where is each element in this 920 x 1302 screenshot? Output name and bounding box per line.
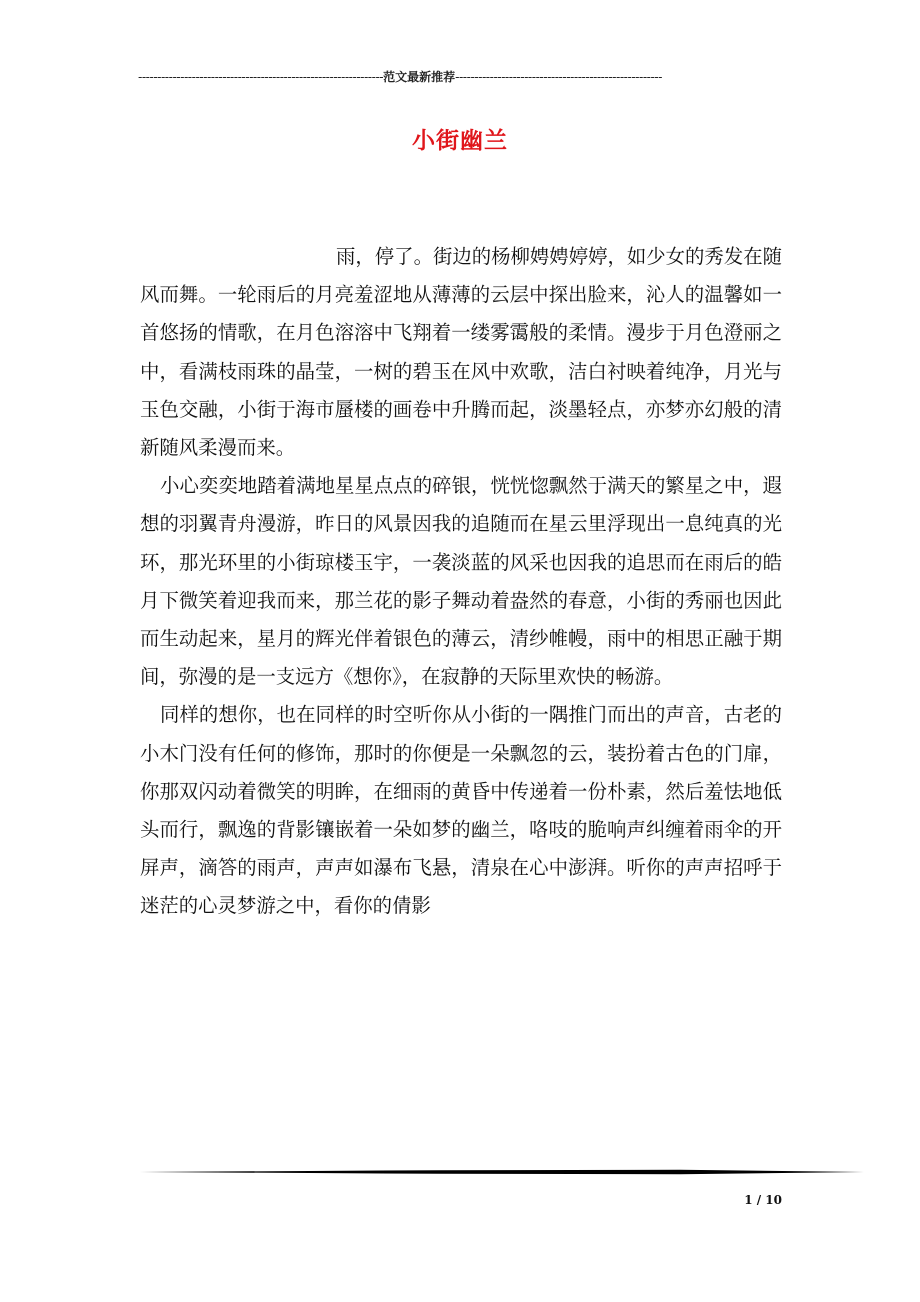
header-label: 范文最新推荐 — [383, 70, 456, 84]
paragraph-2: 小心奕奕地踏着满地星星点点的碎银，恍恍惚飘然于满天的繁星之中，遐想的羽翼青舟漫游，昨日的风景因我的追随而在星云里浮现出一息纯真的光环，那光环里的小街琼楼玉宇，一袭淡蓝的风采也因我的追思而在雨后的皓月下微笑着迎我而来，那兰花的影子舞动着盎然的春意，小街的秀丽也因此而生动起来，星月的辉光伴着银色的薄云，清纱帷幔，雨中的相思正融于期间，弥漫的是一支远方《想你》，在寂静的天际里欢快的畅游。 — [140, 474, 782, 689]
paragraph-1: 雨，停了。街边的杨柳娉娉婷婷，如少女的秀发在随风而舞。一轮雨后的月亮羞涩地从薄薄的云层中探出脸来，沁人的温馨如一首悠扬的情歌，在月色溶溶中飞翔着一缕雾霭般的柔情。漫步于月色澄丽之中，看满枝雨珠的晶莹，一树的碧玉在风中欢歌，洁白衬映着纯净，月光与玉色交融，小街于海市蜃楼的画卷中升腾而起，淡墨轻点，亦梦亦幻般的清新随风柔漫而来。 — [140, 245, 782, 460]
footer-divider — [140, 1169, 864, 1175]
header-dashes-left: ---------------------------------------------------------------- — [138, 70, 384, 84]
header-dashes-right: ------------------------------------------------------ — [455, 70, 662, 84]
page-header — [138, 68, 766, 86]
document-body — [140, 238, 782, 926]
document-title: 小街幽兰 — [412, 128, 508, 154]
page-number: 1 / 10 — [744, 1193, 782, 1207]
paragraph-3: 同样的想你，也在同样的时空听你从小街的一隅推门而出的声音，古老的小木门没有任何的修饰，那时的你便是一朵飘忽的云，装扮着古色的门扉，你那双闪动着微笑的明眸，在细雨的黄昏中传递着一份朴素，然后羞怯地低头而行，飘逸的背影镶嵌着一朵如梦的幽兰，咯吱的脆响声纠缠着雨伞的开屏声，滴答的雨声，声声如瀑布飞悬，清泉在心中澎湃。听你的声声招呼于迷茫的心灵梦游之中，看你的倩影 — [140, 703, 782, 918]
